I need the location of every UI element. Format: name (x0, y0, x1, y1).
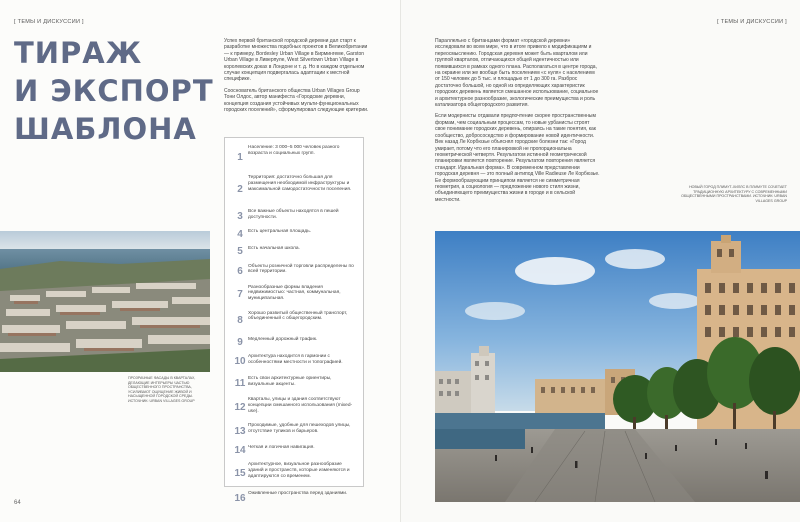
criterion-number: 13 (234, 425, 246, 437)
criterion-item (225, 336, 365, 350)
aerial-photo-caption: ПРОЗРАЧНЫЕ ФАСАДЫ В КВАРТАЛАХ, ДЕЛАЮЩИЕ ИНТЕРЬЕРЫ ЧАСТЬЮ ОБЩЕСТВЕННОГО ПРОСТРАНСТВА, УСИЛИВАЮТ ОЩУЩЕНИЕ ЖИВОЙ И НАСЫЩЕННОЙ ГОРОДСКОЙ СРЕДЫ. ИСТОЧНИК: URBAN VILLAGES GROUP (128, 376, 196, 403)
title-line-2: И ЭКСПОРТ (14, 74, 214, 108)
criterion-item (225, 422, 365, 441)
section-tag-right: [ ТЕМЫ И ДИСКУССИИ ] (717, 19, 787, 25)
criterion-text: Есть свои архитектурные ориентиры, визуальные акценты. (248, 376, 332, 387)
criterion-text: Архитектура находится в гармонии с особенностями местности и топографией. (248, 353, 343, 365)
criterion-number: 11 (234, 378, 246, 389)
criterion-number: 10 (234, 356, 246, 368)
criterion-item (225, 396, 365, 419)
criterion-item (225, 263, 365, 281)
criterion-text: Есть начальная школа. (248, 246, 300, 252)
criterion-item (225, 353, 365, 372)
criterion-number: 8 (237, 315, 243, 327)
criterion-text: Разнообразные формы владения недвижимостью: частная, коммунальная, муниципальная. (248, 284, 341, 302)
criterion-item (225, 490, 365, 509)
criterion-number: 1 (237, 151, 243, 163)
waterfront-square-photo (435, 231, 800, 502)
body-text (435, 38, 600, 208)
criterion-item (225, 444, 365, 458)
aerial-village-photo (0, 231, 210, 372)
criterion-item (225, 375, 365, 393)
page-title (14, 34, 214, 148)
criterion-text: Медленный дорожный трафик. (248, 336, 318, 342)
criterion-text: Население: 3 000–5 000 человек разного возраста и социальных групп. (248, 145, 340, 156)
title-line-1: ТИРАЖ (14, 36, 143, 70)
criterion-text: Все важные объекты находятся в пешей доступности. (248, 209, 339, 220)
criterion-number: 6 (237, 265, 243, 277)
criterion-number: 4 (237, 229, 243, 241)
criterion-text: Территория: достаточно большая для размещения необходимой инфраструктуры и максимальной самодостаточности поселения. (248, 175, 352, 192)
criterion-text: Четкая и логичная навигация. (248, 445, 315, 451)
right-page (400, 0, 800, 522)
criterion-text: Архитектурное, визуальное разнообразие зданий и пространств, которые изменяются и адаптируются со временем. (248, 462, 350, 479)
title-line-3: ШАБЛОНА (14, 112, 197, 146)
criterion-number: 2 (237, 183, 243, 195)
criterion-number: 12 (234, 401, 246, 413)
section-tag: [ ТЕМЫ И ДИСКУССИИ ] (14, 19, 84, 25)
criterion-text: Проходимые, удобные для пешеходов улицы, отсутствие тупиков и барьеров. (248, 423, 351, 434)
main-photo-caption: НОВЫЙ ГОРОД ПЛИМУТ-ХИЛЛС В ПЛИМУТЕ СОЧЕТАЕТ ТРАДИЦИОННУЮ АРХИТЕКТУРУ С СОВРЕМЕННЫМИ ОБЩЕСТВЕННЫМИ ПРОСТРАНСТВАМИ. ИСТОЧНИК: URBAN VILLAGES GROUP (681, 185, 787, 203)
criterion-item (225, 144, 365, 171)
criterion-item (225, 284, 365, 307)
criterion-item (225, 228, 365, 242)
intro-text (224, 38, 370, 118)
body-paragraph-2: Если модернисты отдавали предпочтение скорее пространственным формам, чем социальным процессам, то новые урбанисты строят свое понимание городских деревень, опираясь на такие понятия, как сообщество, добрососедство и формирование новой идентичности. Век назад Ле Корбюзье объяснял городские болезни так: «Город умирает, потому что его планировкой не пропорциональна геометрической четвертя. Результатом истинной геометрической планировки является повторение. Результатом повторения является стандарт. Идеальная форма». В современном представлении городская деревня — это полный антипод Ville Radieuse Ле Корбюзье. Ее формообразующим принципом является не симметричная геометрия, а социология — предложение нового стиля жизни, объединяющего преимущества жизни в городе и в сельской местности. (435, 113, 600, 203)
criterion-number: 14 (234, 445, 246, 457)
criterion-number: 9 (237, 336, 243, 348)
criterion-number: 7 (237, 289, 243, 301)
criteria-box (224, 137, 364, 504)
criterion-text: Есть центральная площадь. (248, 229, 312, 235)
intro-paragraph-2: Сооснователь британского общества Urban Villages Group Тони Олдос, автор манифеста «Городские деревни, концепция создания устойчивых мульти-функциональных городских поселений», сформулировал следующие критерии. (224, 87, 369, 114)
criterion-item (225, 208, 365, 225)
criterion-number: 3 (237, 210, 243, 222)
criterion-number: 5 (237, 246, 243, 258)
criterion-item (225, 245, 365, 259)
page-number: 64 (14, 500, 21, 506)
criterion-number: 16 (234, 493, 246, 504)
criterion-item (225, 310, 365, 333)
criterion-text: Оживленные пространства перед зданиями. (248, 490, 348, 496)
criterion-item (225, 174, 365, 205)
intro-paragraph-1: Успех первой британской городской деревни дал старт к разработке множества подобных проектов в Великобритании — к примеру, Bordesley Urban Village в Бирмингеме, Garston Urban Village в Ливерпуле, West Silvertown Urban Village в королевских доках в Лондоне и т. д. Но в каждом отдельном случае концепция подвергалась адаптации к местной специфике. (224, 38, 368, 83)
body-paragraph-1: Параллельно с британцами формат «городской деревни» исследовали во всем мире, что в итоге привело к модификациям и переосмыслению. Городская деревня может быть кварталом или группой кварталов, отличающихся общей идентичностью или появившихся в рамках одного плана. Располагаться в центре города, на окраине или же вообще быть поселением «с нуля» с населением от 150 человек до 5 тыс. и площадью от 1 до 300 га. Разброс достаточно большой, но одной из определяющих характеристик городских деревень является смешанное использование, социальное и архитектурное разнообразие, экологические преимущества и роль катализатора общегородского развития. (435, 38, 599, 109)
criterion-text: Объекты розничной торговли распределены по всей территории. (248, 263, 354, 275)
criterion-text: Кварталы, улицы и здания соответствуют концепции смешанного использования (mixed-use). (248, 397, 353, 414)
criterion-item (225, 461, 365, 486)
criterion-number: 15 (234, 467, 246, 479)
criterion-text: Хорошо развитый общественный транспорт, объединенный с общегородским. (248, 310, 348, 322)
